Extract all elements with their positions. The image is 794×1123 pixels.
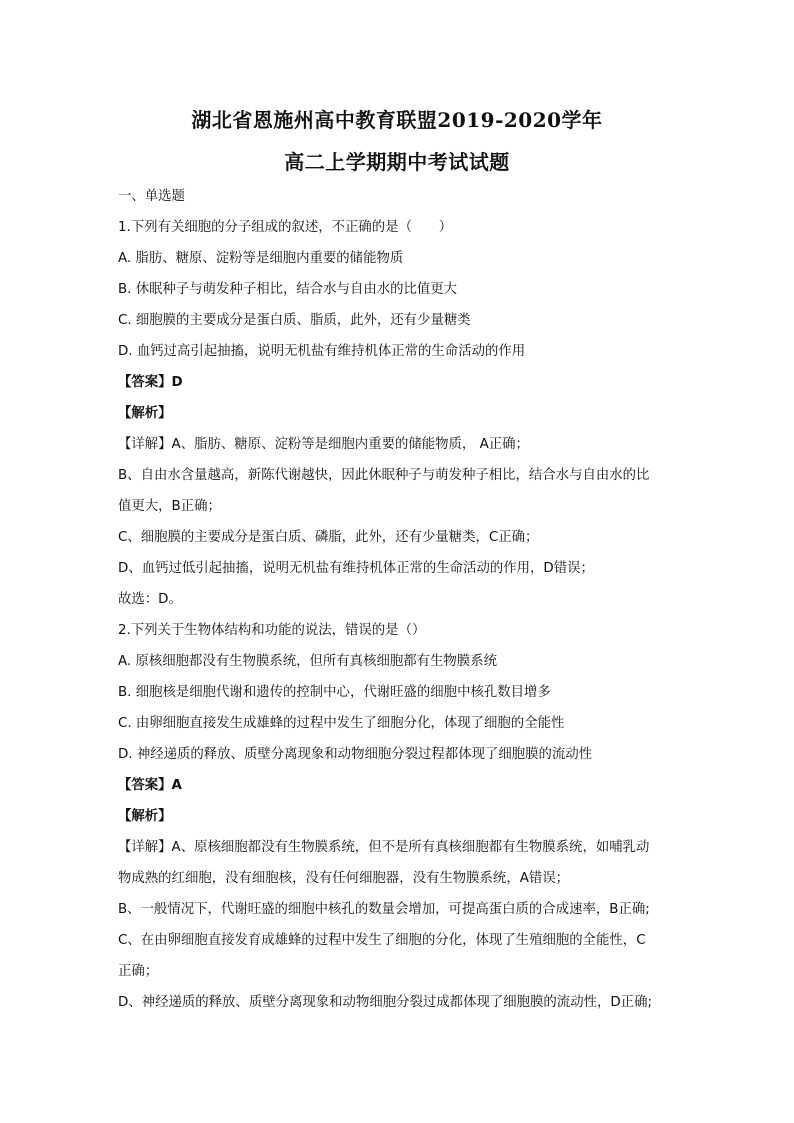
question-2-detail-line: D、神经递质的释放、质壁分离现象和动物细胞分裂过成都体现了细胞膜的流动性，D正确; (118, 995, 652, 1010)
question-1-detail-line: 【详解】A、脂肪、糖原、淀粉等是细胞内重要的储能物质， A正确； (118, 437, 529, 452)
question-2-answer: 【答案】A (118, 778, 182, 793)
question-1-option-a: A. 脂肪、糖原、淀粉等是细胞内重要的储能物质 (118, 251, 404, 266)
question-2-option-c: C. 由卵细胞直接发生成雄蜂的过程中发生了细胞分化，体现了细胞的全能性 (118, 716, 565, 731)
question-2-detail-line: C、在由卵细胞直接发育成雄蜂的过程中发生了细胞的分化，体现了生殖细胞的全能性，C (118, 933, 646, 948)
question-1-detail-line: B、自由水含量越高，新陈代谢越快，因此休眠种子与萌发种子相比，结合水与自由水的比 (118, 468, 650, 483)
question-1-conclusion: 故选：D。 (118, 592, 182, 607)
question-1-detail-line: C、细胞膜的主要成分是蛋白质、磷脂，此外，还有少量糖类，C正确； (118, 530, 539, 545)
question-2-detail-line: B、一般情况下，代谢旺盛的细胞中核孔的数量会增加，可提高蛋白质的合成速率，B正确; (118, 902, 650, 917)
question-1-answer: 【答案】D (118, 375, 183, 390)
question-2-analysis-label: 【解析】 (118, 809, 172, 824)
question-2-option-b: B. 细胞核是细胞代谢和遗传的控制中心，代谢旺盛的细胞中核孔数目增多 (118, 685, 551, 700)
question-2-option-a: A. 原核细胞都没有生物膜系统，但所有真核细胞都有生物膜系统 (118, 654, 497, 669)
question-1-detail-line: D、血钙过低引起抽搐，说明无机盐有维持机体正常的生命活动的作用，D错误； (118, 561, 594, 576)
question-1-option-c: C. 细胞膜的主要成分是蛋白质、脂质，此外，还有少量糖类 (118, 313, 471, 328)
section-heading: 一、单选题 (118, 189, 185, 204)
question-1-option-d: D. 血钙过高引起抽搐，说明无机盐有维持机体正常的生命活动的作用 (118, 344, 526, 359)
question-1-detail-line: 值更大，B正确； (118, 499, 221, 514)
question-2-detail-line: 【详解】A、原核细胞都没有生物膜系统，但不是所有真核细胞都有生物膜系统，如哺乳动 (118, 840, 650, 855)
question-1-stem: 1.下列有关细胞的分子组成的叙述，不正确的是（ ） (118, 220, 453, 235)
question-2-option-d: D. 神经递质的释放、质壁分离现象和动物细胞分裂过程都体现了细胞膜的流动性 (118, 747, 593, 762)
document-title-line-2: 高二上学期期中考试试题 (284, 150, 510, 174)
question-1-analysis-label: 【解析】 (118, 406, 172, 421)
question-2-stem: 2.下列关于生物体结构和功能的说法，错误的是（） (118, 623, 426, 638)
question-1-option-b: B. 休眠种子与萌发种子相比，结合水与自由水的比值更大 (118, 282, 458, 297)
document-title-line-1: 湖北省恩施州高中教育联盟2019-2020学年 (191, 108, 603, 132)
question-2-detail-line: 物成熟的红细胞，没有细胞核，没有任何细胞器，没有生物膜系统，A错误； (118, 871, 570, 886)
question-2-detail-line: 正确； (118, 964, 159, 979)
